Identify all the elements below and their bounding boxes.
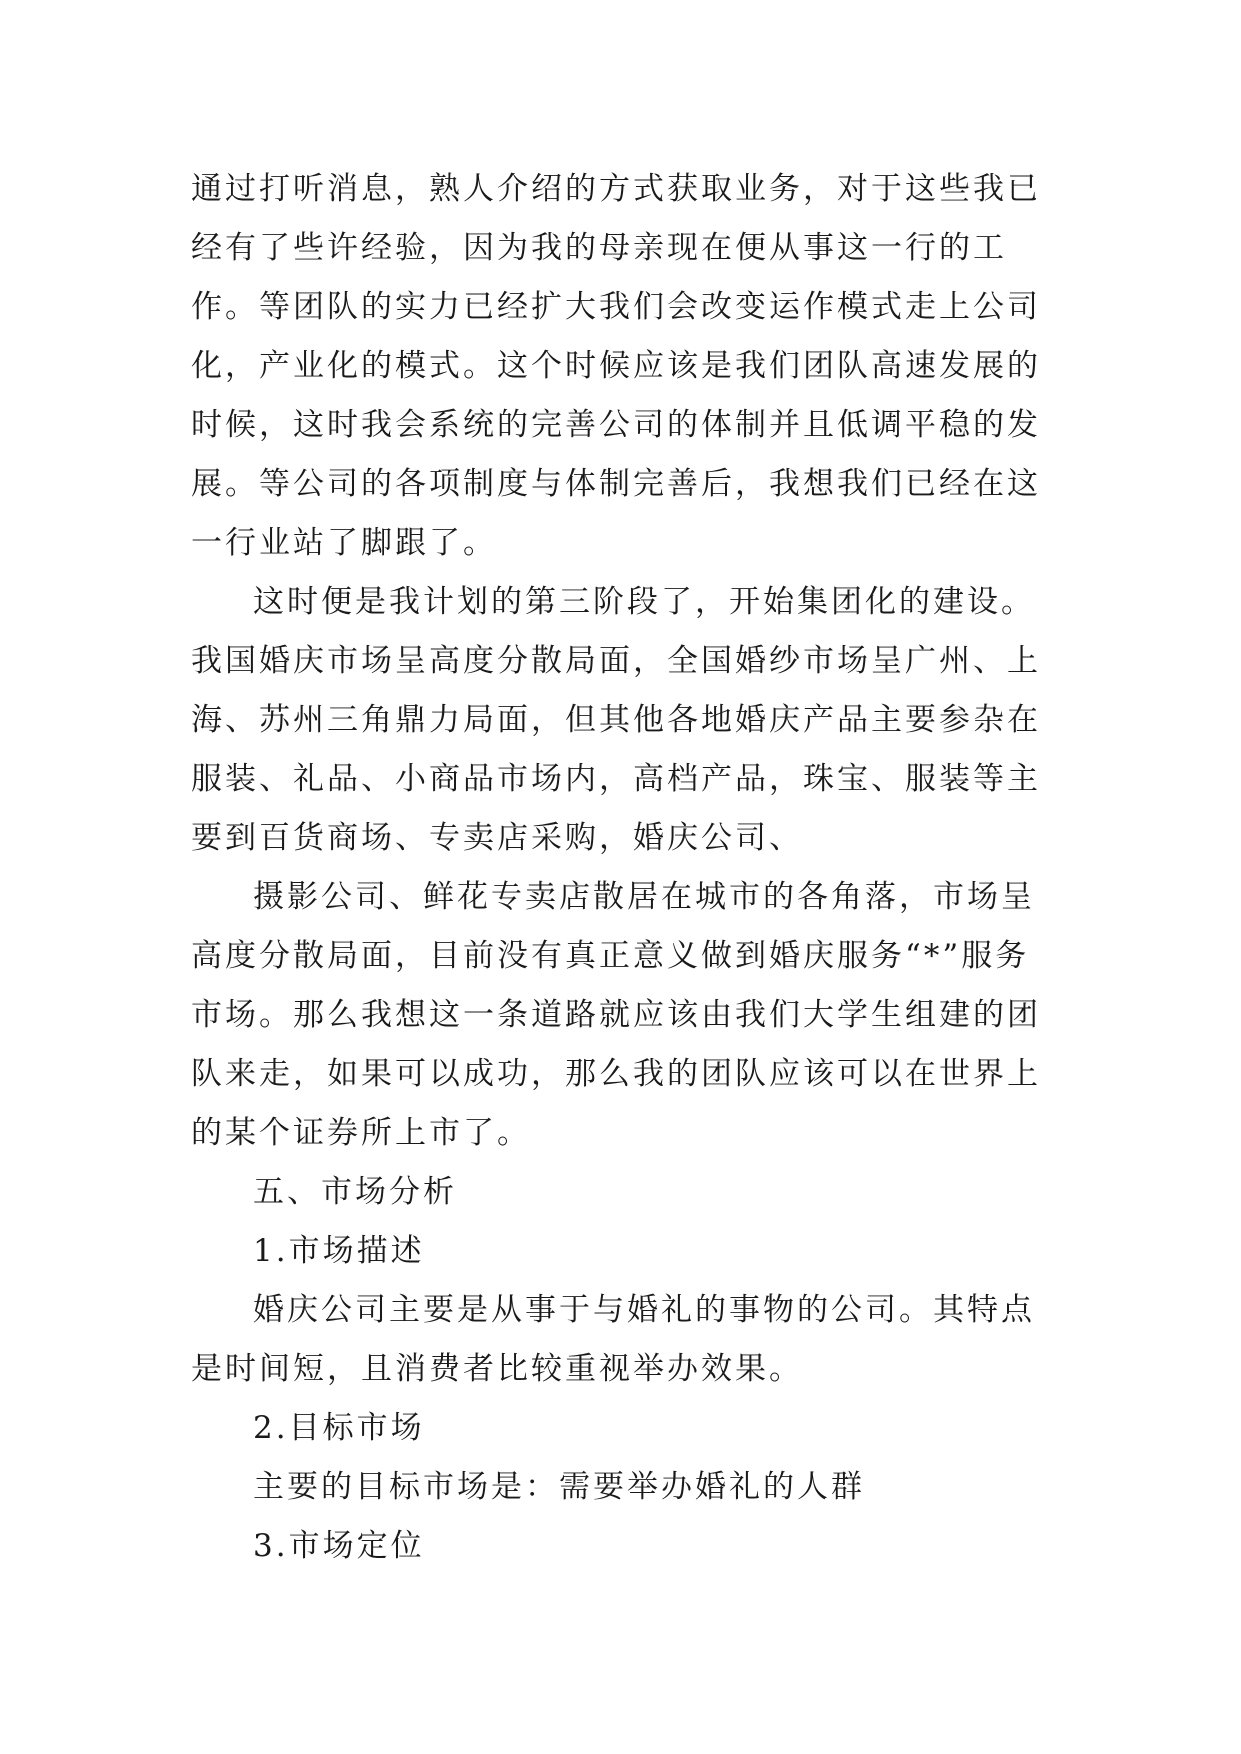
paragraph-business-growth: 通过打听消息，熟人介绍的方式获取业务，对于这些我已经有了些许经验，因为我的母亲现在便从事这一行的工作。等团队的实力已经扩大我们会改变运作模式走上公司化，产业化的模式。这个时候应该是我们团队高速发展的时候，这时我会系统的完善公司的体制并且低调平稳的发展。等公司的各项制度与体制完善后，我想我们已经在这一行业站了脚跟了。 <box>191 171 1041 561</box>
section-heading-market-analysis: 五、市场分析 <box>253 1174 457 1210</box>
subheading-target-market: 2.目标市场 <box>253 1410 425 1446</box>
paragraph-market-description: 婚庆公司主要是从事于与婚礼的事物的公司。其特点是时间短，且消费者比较重视举办效果。 <box>191 1292 1035 1387</box>
paragraph-target-market: 主要的目标市场是：需要举办婚礼的人群 <box>253 1469 865 1505</box>
paragraph-market-dispersion: 摄影公司、鲜花专卖店散居在城市的各角落，市场呈高度分散局面，目前没有真正意义做到婚庆服务“*”服务市场。那么我想这一条道路就应该由我们大学生组建的团队来走，如果可以成功，那么我的团队应该可以在世界上的某个证券所上市了。 <box>191 879 1041 1151</box>
subheading-market-description: 1.市场描述 <box>253 1233 425 1269</box>
document-body <box>191 160 1061 1576</box>
paragraph-third-stage: 这时便是我计划的第三阶段了，开始集团化的建设。我国婚庆市场呈高度分散局面，全国婚纱市场呈广州、上海、苏州三角鼎力局面，但其他各地婚庆产品主要参杂在服装、礼品、小商品市场内，高档产品，珠宝、服装等主要到百货商场、专卖店采购，婚庆公司、 <box>191 584 1041 856</box>
subheading-market-positioning: 3.市场定位 <box>253 1528 425 1564</box>
